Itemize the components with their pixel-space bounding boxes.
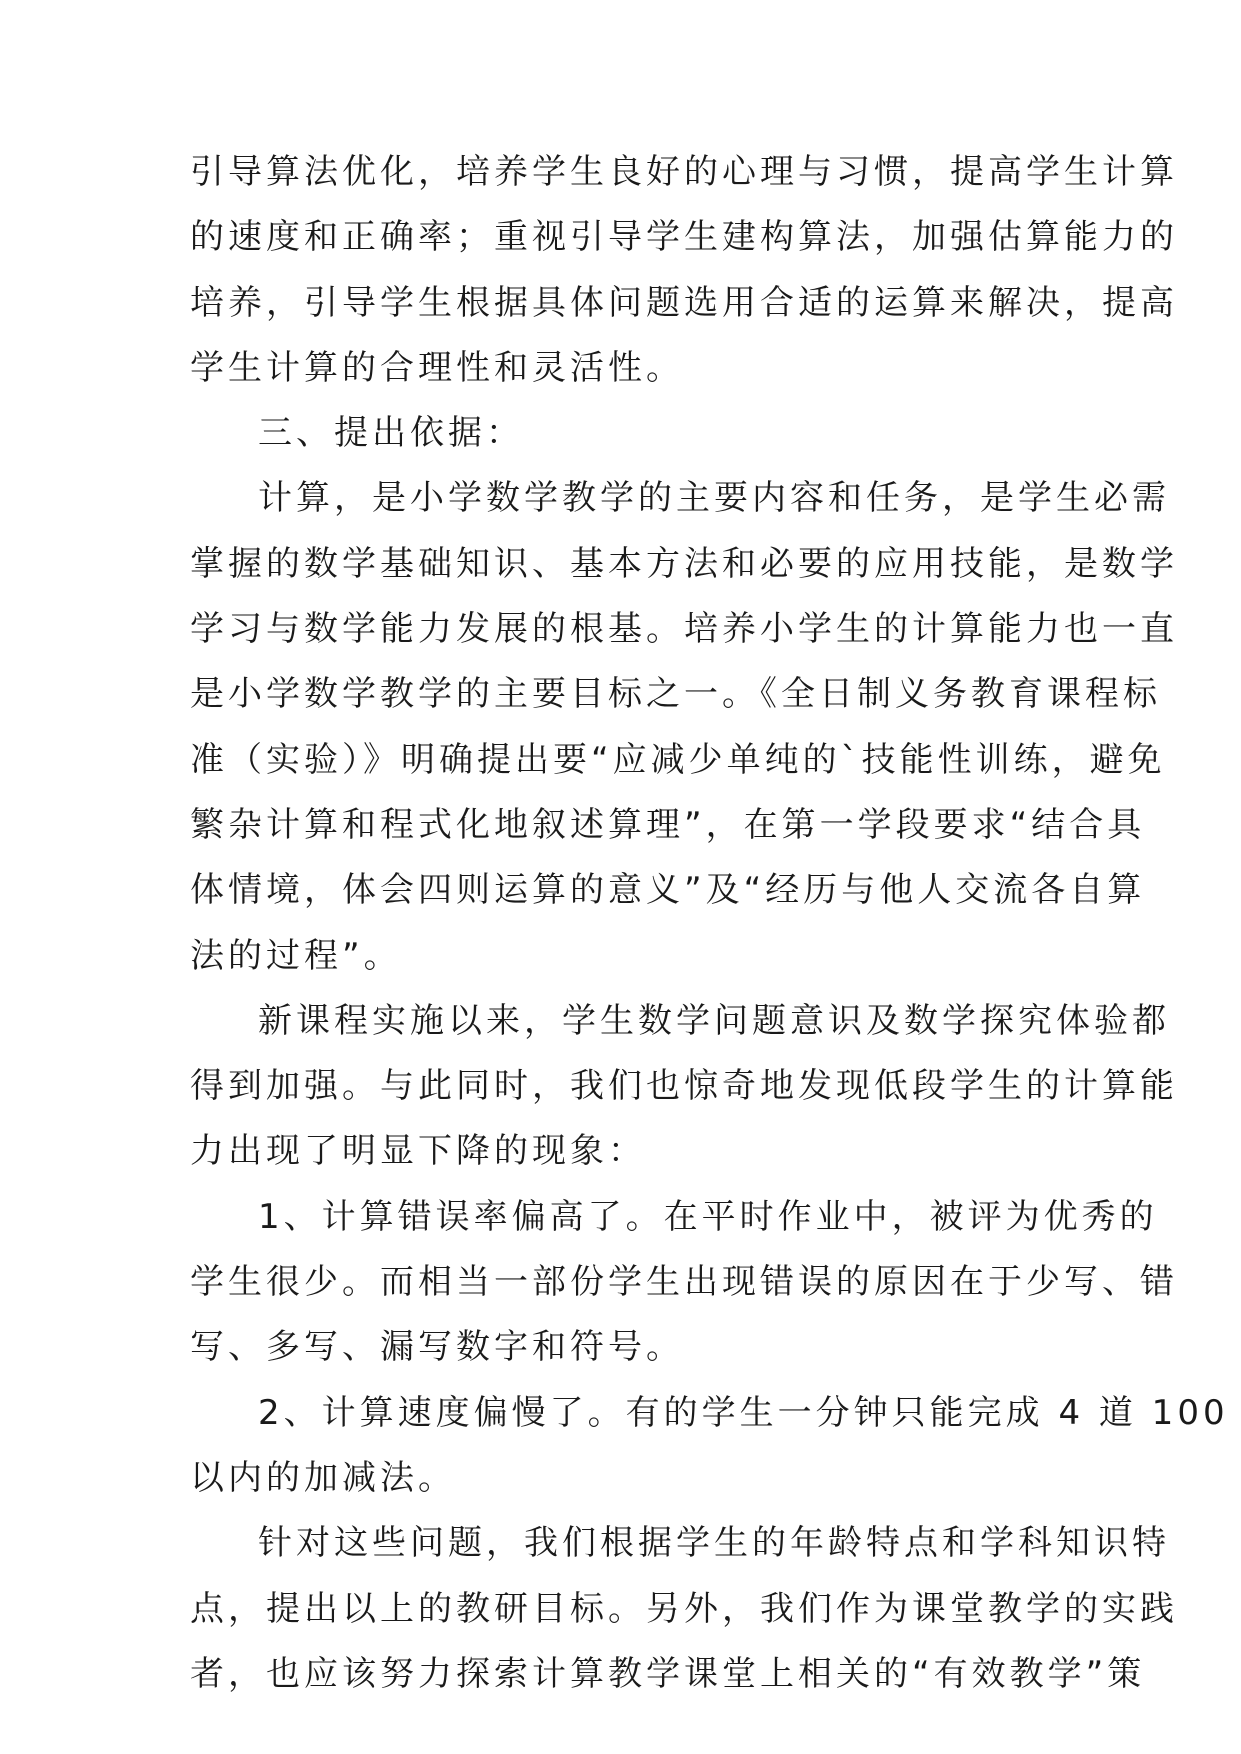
text-line: 力出现了明显下降的现象： [190, 1131, 646, 1172]
text-line: 体情境，体会四则运算的意义”及“经历与他人交流各自算 [190, 870, 1146, 911]
text-line: 点，提出以上的教研目标。另外，我们作为课堂教学的实践 [190, 1588, 1178, 1629]
text-line: 引导算法优化，培养学生良好的心理与习惯，提高学生计算 [190, 152, 1178, 192]
text-line: 计算，是小学数学教学的主要内容和任务，是学生必需 [258, 478, 1170, 519]
text-line: 2、计算速度偏慢了。有的学生一分钟只能完成 4 道 100 [258, 1392, 1229, 1433]
text-line: 新课程实施以来，学生数学问题意识及数学探究体验都 [258, 1000, 1170, 1041]
document-body [190, 140, 1229, 1707]
text-line: 1、计算错误率偏高了。在平时作业中，被评为优秀的 [258, 1196, 1158, 1237]
text-line: 掌握的数学基础知识、基本方法和必要的应用技能，是数学 [190, 543, 1178, 584]
text-line: 针对这些问题，我们根据学生的年龄特点和学科知识特 [258, 1523, 1170, 1564]
text-line: 培养，引导学生根据具体问题选用合适的运算来解决，提高 [190, 282, 1178, 323]
text-line: 写、多写、漏写数字和符号。 [190, 1327, 684, 1368]
text-line: 是小学数学教学的主要目标之一。《全日制义务教育课程标 [190, 674, 1161, 715]
text-line: 法的过程”。 [190, 935, 402, 976]
text-line: 学习与数学能力发展的根基。培养小学生的计算能力也一直 [190, 609, 1178, 650]
text-line: 得到加强。与此同时，我们也惊奇地发现低段学生的计算能 [190, 1066, 1178, 1107]
text-line: 准（实验）》明确提出要“应减少单纯的`技能性训练，避免 [190, 739, 1166, 780]
text-line: 的速度和正确率；重视引导学生建构算法，加强估算能力的 [190, 217, 1178, 258]
text-line: 学生很少。而相当一部份学生出现错误的原因在于少写、错 [190, 1262, 1178, 1303]
text-line: 者，也应该努力探索计算教学课堂上相关的“有效教学”策 [190, 1653, 1146, 1694]
text-line: 以内的加减法。 [190, 1457, 456, 1498]
text-line: 三、提出依据： [258, 413, 524, 454]
text-line: 学生计算的合理性和灵活性。 [190, 347, 684, 388]
text-line: 繁杂计算和程式化地叙述算理”，在第一学段要求“结合具 [190, 804, 1146, 845]
